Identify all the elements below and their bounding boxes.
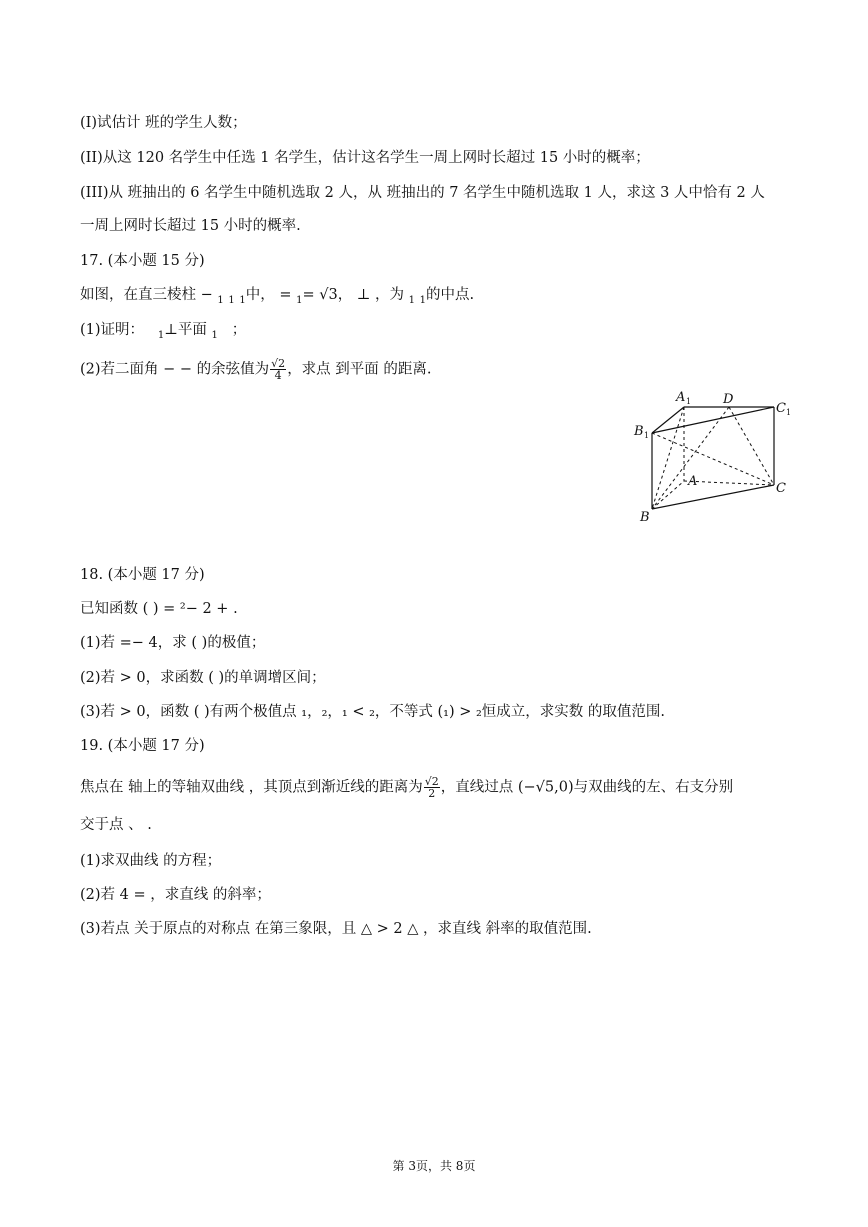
q18-stem: 已知函数 ( ) = ²− 2 + . bbox=[80, 601, 238, 617]
label-a1: A bbox=[676, 390, 686, 405]
sub: 1 bbox=[296, 294, 303, 306]
q18-part2: (2)若 > 0，求函数 ( )的单调增区间； bbox=[80, 670, 326, 686]
edge-d-c bbox=[729, 407, 774, 485]
q17-title: 17. (本小题 15 分) bbox=[80, 253, 205, 269]
q18-part1: (1)若 =− 4，求 ( )的极值； bbox=[80, 635, 266, 651]
q19-title: 19. (本小题 17 分) bbox=[80, 738, 205, 754]
fraction bbox=[270, 358, 286, 381]
q17-stem-b: 中， = bbox=[245, 287, 297, 303]
q19-stem-a: 焦点在 轴上的等轴双曲线 ，其顶点到渐近线的距离为 bbox=[80, 779, 423, 796]
fraction-den: 2 bbox=[428, 787, 436, 800]
q17-part2 bbox=[80, 358, 432, 381]
label-c: C bbox=[776, 481, 786, 496]
q18-part3: (3)若 > 0，函数 ( )有两个极值点 ₁，₂，₁ < ₂，不等式 (₁) > ₂恒成立，求实数 的取值范围. bbox=[80, 704, 666, 720]
q17-part1 bbox=[80, 320, 246, 346]
q19-part2: (2)若 4 = ，求直线 的斜率； bbox=[80, 887, 271, 903]
q17-stem bbox=[80, 285, 474, 311]
label-b: B bbox=[640, 510, 650, 525]
q17-stem-d: 的中点. bbox=[426, 287, 475, 303]
q16-part1: (I)试估计 班的学生人数； bbox=[80, 115, 247, 131]
edge-d-b bbox=[652, 407, 729, 509]
q17-stem-c: = √3， ⊥ ，为 bbox=[302, 287, 409, 303]
q17-part2-a: (2)若二面角 − − 的余弦值为 bbox=[80, 361, 270, 378]
sub: 1 bbox=[239, 294, 246, 306]
edge-b-c bbox=[652, 485, 774, 509]
label-c1: C bbox=[776, 401, 786, 416]
q19-part3: (3)若点 关于原点的对称点 在第三象限，且 △ > 2 △ ，求直线 斜率的取值范围. bbox=[80, 921, 592, 937]
q19-stem-line2: 交于点 、 . bbox=[80, 817, 152, 833]
label-c1-sub: 1 bbox=[786, 408, 792, 417]
edge-a-c bbox=[684, 481, 774, 485]
edge-a1-b bbox=[652, 407, 684, 509]
sub: 1 bbox=[211, 329, 218, 341]
q17-part1-b: ⊥平面 bbox=[164, 322, 212, 338]
q17-part1-a: (1)证明： bbox=[80, 322, 145, 338]
q18-title: 18. (本小题 17 分) bbox=[80, 567, 205, 583]
fraction-den: 4 bbox=[274, 369, 282, 382]
q19-part1: (1)求双曲线 的方程； bbox=[80, 853, 222, 869]
label-d: D bbox=[723, 392, 734, 407]
fraction-num: √2 bbox=[424, 775, 439, 788]
sub: 1 bbox=[228, 294, 235, 306]
label-a: A bbox=[688, 474, 698, 489]
q19-stem-b: ，直线过点 (−√5,0)与双曲线的左、右支分别 bbox=[440, 779, 734, 796]
q16-part2: (II)从这 120 名学生中任选 1 名学生，估计这名学生一周上网时长超过 15 小时的概率； bbox=[80, 150, 650, 166]
q16-part3-line1: (III)从 班抽出的 6 名学生中随机选取 2 人，从 班抽出的 7 名学生中随机选取 1 人，求这 3 人中恰有 2 人 bbox=[80, 185, 765, 201]
fraction-num: √2 bbox=[271, 357, 286, 370]
q16-part3-line2: 一周上网时长超过 15 小时的概率. bbox=[80, 218, 301, 234]
q17-stem-a: 如图，在直三棱柱 − bbox=[80, 287, 218, 303]
sub: 1 bbox=[157, 329, 165, 341]
page-footer: 第 3页，共 8页 bbox=[392, 1159, 476, 1173]
q17-part2-b: ，求点 到平面 的距离. bbox=[287, 361, 432, 378]
sub: 1 bbox=[408, 294, 416, 306]
sub: 1 bbox=[419, 294, 427, 306]
q17-part1-c: ； bbox=[231, 322, 247, 338]
sub: 1 bbox=[217, 294, 224, 306]
label-a1-sub: 1 bbox=[686, 397, 692, 406]
q19-stem-line1 bbox=[80, 776, 733, 799]
fraction bbox=[424, 776, 440, 799]
edge-b1-c1 bbox=[652, 407, 774, 433]
label-b1-sub: 1 bbox=[644, 431, 650, 440]
label-b1: B bbox=[634, 424, 644, 439]
prism-figure bbox=[628, 385, 798, 525]
edge-b1-c bbox=[652, 433, 774, 485]
